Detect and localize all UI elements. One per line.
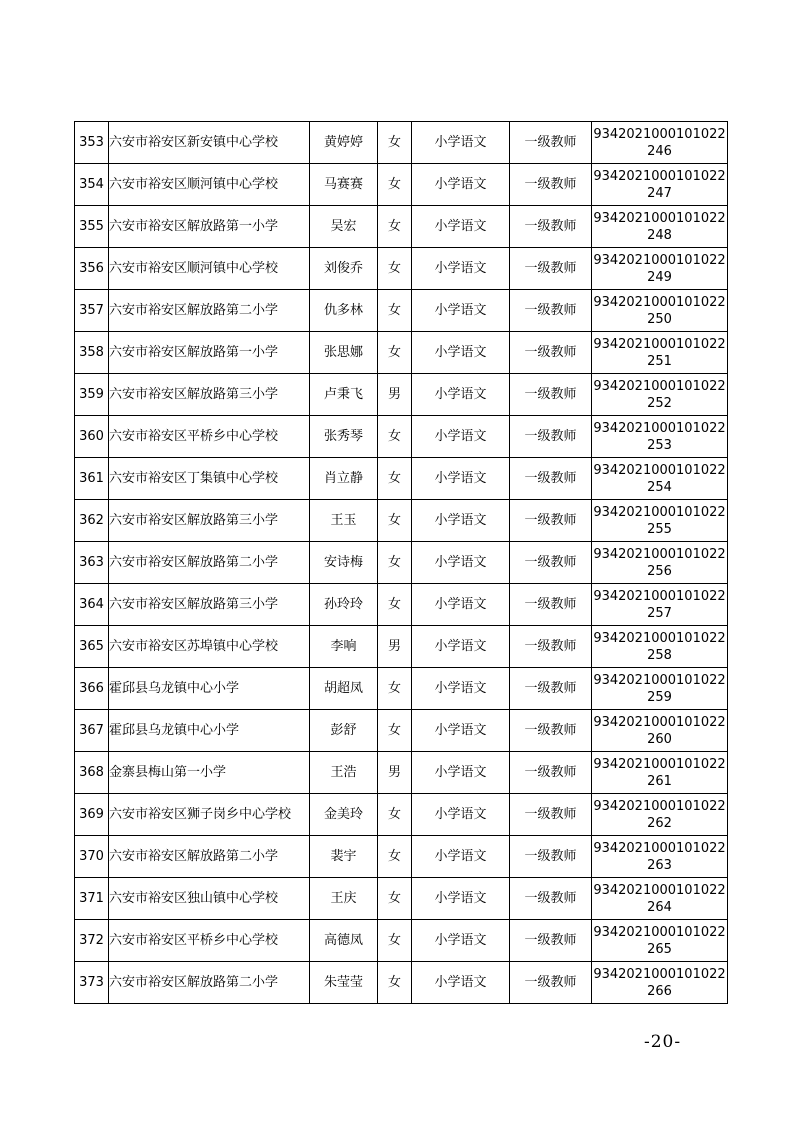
table-row bbox=[75, 668, 728, 710]
subject-cell: 小学语文 bbox=[412, 374, 510, 416]
teacher-name-cell: 高德凤 bbox=[310, 920, 378, 962]
professional-title-cell: 一级教师 bbox=[510, 584, 592, 626]
certificate-number-cell: 9342021000101022248 bbox=[592, 206, 728, 248]
professional-title-cell: 一级教师 bbox=[510, 416, 592, 458]
teacher-name-cell: 裴宇 bbox=[310, 836, 378, 878]
certificate-number-cell: 9342021000101022256 bbox=[592, 542, 728, 584]
subject-cell: 小学语文 bbox=[412, 794, 510, 836]
row-number-cell: 370 bbox=[75, 836, 109, 878]
gender-cell: 女 bbox=[378, 878, 412, 920]
subject-cell: 小学语文 bbox=[412, 500, 510, 542]
certificate-number-cell: 9342021000101022249 bbox=[592, 248, 728, 290]
subject-cell: 小学语文 bbox=[412, 164, 510, 206]
row-number-cell: 353 bbox=[75, 122, 109, 164]
table-row bbox=[75, 962, 728, 1004]
teacher-name-cell: 刘俊乔 bbox=[310, 248, 378, 290]
gender-cell: 男 bbox=[378, 374, 412, 416]
professional-title-cell: 一级教师 bbox=[510, 206, 592, 248]
teacher-name-cell: 卢秉飞 bbox=[310, 374, 378, 416]
subject-cell: 小学语文 bbox=[412, 920, 510, 962]
subject-cell: 小学语文 bbox=[412, 332, 510, 374]
row-number-cell: 360 bbox=[75, 416, 109, 458]
professional-title-cell: 一级教师 bbox=[510, 626, 592, 668]
table-row bbox=[75, 290, 728, 332]
professional-title-cell: 一级教师 bbox=[510, 836, 592, 878]
certificate-number-cell: 9342021000101022252 bbox=[592, 374, 728, 416]
professional-title-cell: 一级教师 bbox=[510, 794, 592, 836]
teacher-name-cell: 黄婷婷 bbox=[310, 122, 378, 164]
professional-title-cell: 一级教师 bbox=[510, 752, 592, 794]
table-row bbox=[75, 794, 728, 836]
professional-title-cell: 一级教师 bbox=[510, 374, 592, 416]
school-name-cell: 六安市裕安区解放路第一小学 bbox=[109, 206, 310, 248]
table-row bbox=[75, 752, 728, 794]
table-row bbox=[75, 542, 728, 584]
teacher-name-cell: 彭舒 bbox=[310, 710, 378, 752]
gender-cell: 女 bbox=[378, 164, 412, 206]
certificate-number-cell: 9342021000101022264 bbox=[592, 878, 728, 920]
table-row bbox=[75, 332, 728, 374]
subject-cell: 小学语文 bbox=[412, 584, 510, 626]
row-number-cell: 362 bbox=[75, 500, 109, 542]
row-number-cell: 371 bbox=[75, 878, 109, 920]
certificate-number-cell: 9342021000101022260 bbox=[592, 710, 728, 752]
gender-cell: 女 bbox=[378, 794, 412, 836]
table-row bbox=[75, 374, 728, 416]
school-name-cell: 六安市裕安区解放路第三小学 bbox=[109, 374, 310, 416]
gender-cell: 女 bbox=[378, 332, 412, 374]
row-number-cell: 366 bbox=[75, 668, 109, 710]
subject-cell: 小学语文 bbox=[412, 710, 510, 752]
table-row bbox=[75, 458, 728, 500]
table-row bbox=[75, 584, 728, 626]
professional-title-cell: 一级教师 bbox=[510, 920, 592, 962]
subject-cell: 小学语文 bbox=[412, 206, 510, 248]
subject-cell: 小学语文 bbox=[412, 878, 510, 920]
gender-cell: 女 bbox=[378, 668, 412, 710]
school-name-cell: 金寨县梅山第一小学 bbox=[109, 752, 310, 794]
school-name-cell: 霍邱县乌龙镇中心小学 bbox=[109, 668, 310, 710]
certificate-number-cell: 9342021000101022263 bbox=[592, 836, 728, 878]
school-name-cell: 六安市裕安区解放路第三小学 bbox=[109, 584, 310, 626]
row-number-cell: 365 bbox=[75, 626, 109, 668]
teacher-name-cell: 朱莹莹 bbox=[310, 962, 378, 1004]
school-name-cell: 六安市裕安区苏埠镇中心学校 bbox=[109, 626, 310, 668]
table-row bbox=[75, 878, 728, 920]
row-number-cell: 367 bbox=[75, 710, 109, 752]
table-row bbox=[75, 626, 728, 668]
professional-title-cell: 一级教师 bbox=[510, 542, 592, 584]
subject-cell: 小学语文 bbox=[412, 248, 510, 290]
school-name-cell: 六安市裕安区平桥乡中心学校 bbox=[109, 920, 310, 962]
school-name-cell: 六安市裕安区平桥乡中心学校 bbox=[109, 416, 310, 458]
school-name-cell: 六安市裕安区独山镇中心学校 bbox=[109, 878, 310, 920]
row-number-cell: 372 bbox=[75, 920, 109, 962]
teacher-name-cell: 张秀琴 bbox=[310, 416, 378, 458]
gender-cell: 女 bbox=[378, 836, 412, 878]
subject-cell: 小学语文 bbox=[412, 962, 510, 1004]
school-name-cell: 六安市裕安区解放路第二小学 bbox=[109, 290, 310, 332]
school-name-cell: 六安市裕安区顺河镇中心学校 bbox=[109, 164, 310, 206]
teacher-name-cell: 肖立静 bbox=[310, 458, 378, 500]
teacher-name-cell: 王浩 bbox=[310, 752, 378, 794]
certificate-number-cell: 9342021000101022266 bbox=[592, 962, 728, 1004]
teacher-name-cell: 马赛赛 bbox=[310, 164, 378, 206]
table-row bbox=[75, 920, 728, 962]
professional-title-cell: 一级教师 bbox=[510, 458, 592, 500]
certificate-number-cell: 9342021000101022259 bbox=[592, 668, 728, 710]
professional-title-cell: 一级教师 bbox=[510, 248, 592, 290]
professional-title-cell: 一级教师 bbox=[510, 962, 592, 1004]
certificate-number-cell: 9342021000101022246 bbox=[592, 122, 728, 164]
row-number-cell: 361 bbox=[75, 458, 109, 500]
school-name-cell: 霍邱县乌龙镇中心小学 bbox=[109, 710, 310, 752]
teacher-name-cell: 李响 bbox=[310, 626, 378, 668]
certificate-number-cell: 9342021000101022258 bbox=[592, 626, 728, 668]
page-number: -20- bbox=[644, 1032, 682, 1052]
gender-cell: 女 bbox=[378, 500, 412, 542]
professional-title-cell: 一级教师 bbox=[510, 668, 592, 710]
certificate-number-cell: 9342021000101022250 bbox=[592, 290, 728, 332]
subject-cell: 小学语文 bbox=[412, 458, 510, 500]
table-row bbox=[75, 122, 728, 164]
professional-title-cell: 一级教师 bbox=[510, 710, 592, 752]
teacher-name-cell: 安诗梅 bbox=[310, 542, 378, 584]
subject-cell: 小学语文 bbox=[412, 626, 510, 668]
subject-cell: 小学语文 bbox=[412, 836, 510, 878]
certificate-number-cell: 9342021000101022257 bbox=[592, 584, 728, 626]
row-number-cell: 357 bbox=[75, 290, 109, 332]
professional-title-cell: 一级教师 bbox=[510, 122, 592, 164]
certificate-number-cell: 9342021000101022254 bbox=[592, 458, 728, 500]
professional-title-cell: 一级教师 bbox=[510, 290, 592, 332]
gender-cell: 男 bbox=[378, 626, 412, 668]
professional-title-cell: 一级教师 bbox=[510, 500, 592, 542]
gender-cell: 女 bbox=[378, 458, 412, 500]
subject-cell: 小学语文 bbox=[412, 752, 510, 794]
table-row bbox=[75, 248, 728, 290]
teacher-roster-table bbox=[74, 121, 728, 1004]
teacher-name-cell: 张思娜 bbox=[310, 332, 378, 374]
certificate-number-cell: 9342021000101022251 bbox=[592, 332, 728, 374]
table-row bbox=[75, 164, 728, 206]
school-name-cell: 六安市裕安区解放路第二小学 bbox=[109, 542, 310, 584]
row-number-cell: 363 bbox=[75, 542, 109, 584]
subject-cell: 小学语文 bbox=[412, 290, 510, 332]
row-number-cell: 354 bbox=[75, 164, 109, 206]
gender-cell: 女 bbox=[378, 206, 412, 248]
gender-cell: 女 bbox=[378, 248, 412, 290]
subject-cell: 小学语文 bbox=[412, 122, 510, 164]
professional-title-cell: 一级教师 bbox=[510, 332, 592, 374]
school-name-cell: 六安市裕安区顺河镇中心学校 bbox=[109, 248, 310, 290]
gender-cell: 男 bbox=[378, 752, 412, 794]
table-row bbox=[75, 500, 728, 542]
gender-cell: 女 bbox=[378, 962, 412, 1004]
professional-title-cell: 一级教师 bbox=[510, 878, 592, 920]
teacher-name-cell: 胡超凤 bbox=[310, 668, 378, 710]
teacher-name-cell: 王玉 bbox=[310, 500, 378, 542]
subject-cell: 小学语文 bbox=[412, 416, 510, 458]
certificate-number-cell: 9342021000101022261 bbox=[592, 752, 728, 794]
certificate-number-cell: 9342021000101022247 bbox=[592, 164, 728, 206]
row-number-cell: 356 bbox=[75, 248, 109, 290]
school-name-cell: 六安市裕安区解放路第二小学 bbox=[109, 836, 310, 878]
school-name-cell: 六安市裕安区解放路第二小学 bbox=[109, 962, 310, 1004]
table-row bbox=[75, 710, 728, 752]
row-number-cell: 369 bbox=[75, 794, 109, 836]
certificate-number-cell: 9342021000101022265 bbox=[592, 920, 728, 962]
teacher-name-cell: 孙玲玲 bbox=[310, 584, 378, 626]
certificate-number-cell: 9342021000101022253 bbox=[592, 416, 728, 458]
gender-cell: 女 bbox=[378, 920, 412, 962]
school-name-cell: 六安市裕安区丁集镇中心学校 bbox=[109, 458, 310, 500]
gender-cell: 女 bbox=[378, 710, 412, 752]
school-name-cell: 六安市裕安区狮子岗乡中心学校 bbox=[109, 794, 310, 836]
row-number-cell: 358 bbox=[75, 332, 109, 374]
row-number-cell: 359 bbox=[75, 374, 109, 416]
certificate-number-cell: 9342021000101022262 bbox=[592, 794, 728, 836]
row-number-cell: 355 bbox=[75, 206, 109, 248]
teacher-name-cell: 仇多林 bbox=[310, 290, 378, 332]
school-name-cell: 六安市裕安区解放路第一小学 bbox=[109, 332, 310, 374]
gender-cell: 女 bbox=[378, 122, 412, 164]
gender-cell: 女 bbox=[378, 290, 412, 332]
subject-cell: 小学语文 bbox=[412, 542, 510, 584]
table-row bbox=[75, 836, 728, 878]
gender-cell: 女 bbox=[378, 416, 412, 458]
teacher-name-cell: 金美玲 bbox=[310, 794, 378, 836]
school-name-cell: 六安市裕安区解放路第三小学 bbox=[109, 500, 310, 542]
table-row bbox=[75, 416, 728, 458]
teacher-name-cell: 王庆 bbox=[310, 878, 378, 920]
gender-cell: 女 bbox=[378, 584, 412, 626]
school-name-cell: 六安市裕安区新安镇中心学校 bbox=[109, 122, 310, 164]
teacher-name-cell: 吴宏 bbox=[310, 206, 378, 248]
row-number-cell: 364 bbox=[75, 584, 109, 626]
gender-cell: 女 bbox=[378, 542, 412, 584]
table-row bbox=[75, 206, 728, 248]
certificate-number-cell: 9342021000101022255 bbox=[592, 500, 728, 542]
row-number-cell: 368 bbox=[75, 752, 109, 794]
professional-title-cell: 一级教师 bbox=[510, 164, 592, 206]
row-number-cell: 373 bbox=[75, 962, 109, 1004]
table-body bbox=[75, 122, 728, 1004]
subject-cell: 小学语文 bbox=[412, 668, 510, 710]
